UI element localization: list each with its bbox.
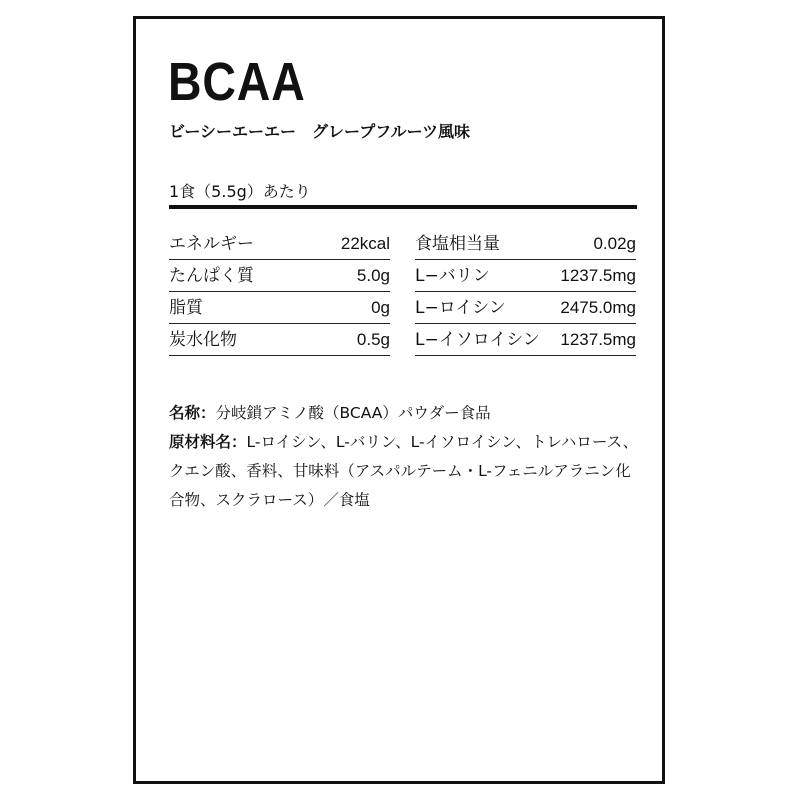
nutrient-label: 脂質 — [169, 298, 203, 318]
nutrient-label: たんぱく質 — [169, 266, 254, 286]
nutrition-row — [169, 228, 390, 260]
name-value: 分岐鎖アミノ酸（BCAA）パウダー食品 — [215, 404, 491, 422]
ingredients-value: L-ロイシン、L-バリン、L-イソロイシン、トレハロース、クエン酸、香料、甘味料（アスパルテーム・L-フェニルアラニン化合物、スクラロース）／食塩 — [169, 433, 639, 509]
nutrient-label: 炭水化物 — [169, 330, 237, 350]
nutrition-row — [415, 324, 636, 356]
ingredients-term: 原材料名： — [169, 433, 247, 451]
divider-rule — [169, 205, 637, 209]
nutrient-label: L−ロイシン — [415, 298, 506, 318]
nutrient-label: エネルギー — [169, 234, 254, 254]
nutrition-row — [415, 260, 636, 292]
nutrient-value: 2475.0mg — [560, 298, 636, 317]
nutrient-label: L−バリン — [415, 266, 490, 286]
nutrient-value: 5.0g — [356, 266, 390, 285]
ingredients-line — [169, 428, 639, 515]
nutrition-row — [169, 324, 390, 356]
nutrition-column-left — [169, 228, 390, 356]
nutrition-row — [169, 260, 390, 292]
product-name-line — [169, 399, 639, 428]
nutrient-label: 食塩相当量 — [415, 234, 500, 254]
name-term: 名称： — [169, 404, 216, 422]
product-title: BCAA — [168, 52, 306, 112]
nutrient-value: 1237.5mg — [560, 330, 636, 349]
nutrient-value: 1237.5mg — [560, 266, 636, 285]
nutrient-value: 0g — [371, 298, 390, 317]
product-info — [169, 399, 639, 515]
nutrition-column-right — [415, 228, 636, 356]
nutrition-label-card — [133, 16, 665, 784]
nutrient-value: 0.02g — [593, 234, 636, 253]
nutrition-row — [415, 292, 636, 324]
serving-size: 1食（5.5g）あたり — [169, 182, 311, 201]
nutrition-row — [415, 228, 636, 260]
nutrient-value: 0.5g — [356, 330, 390, 349]
nutrient-value: 22kcal — [340, 234, 390, 253]
nutrition-row — [169, 292, 390, 324]
product-subtitle: ビーシーエーエー グレープフルーツ風味 — [169, 122, 470, 141]
nutrient-label: L−イソロイシン — [415, 330, 540, 350]
